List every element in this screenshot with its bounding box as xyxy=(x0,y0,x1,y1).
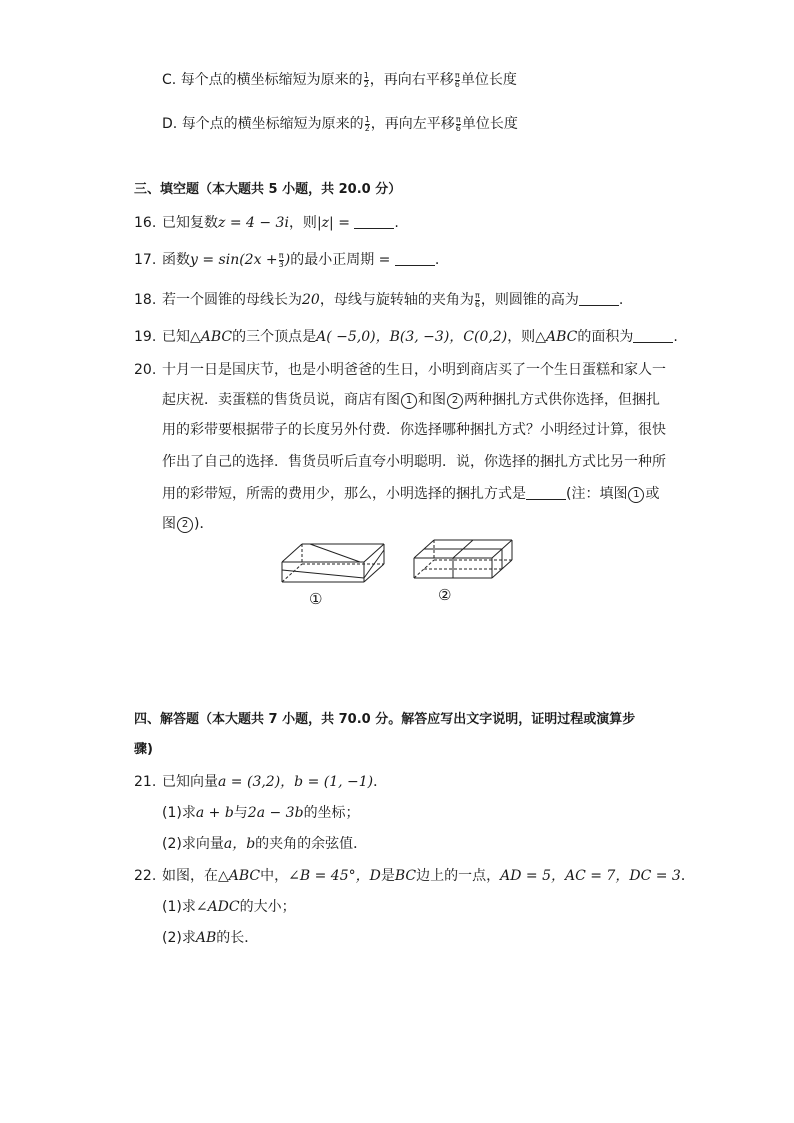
section-title-answer-cont: 骤) xyxy=(134,742,153,757)
question-17: 函数y = sin(2x + $\frac{\pi}{3}$ )的最小正周期 = . xyxy=(162,250,440,269)
answer-blank[interactable] xyxy=(633,328,673,343)
question-number: 19. xyxy=(134,329,157,345)
circled-number: 2 xyxy=(447,393,463,409)
question-20-line-6: 图 2 )． xyxy=(162,516,214,532)
fraction: $\frac{1}{2}$ xyxy=(363,70,369,89)
section-title-answer: 四、解答题（本大题共 7 小题，共 70.0 分。解答应写出文字说明，证明过程或演算步 xyxy=(134,712,636,727)
question-22-part-2: (2)求AB的长． xyxy=(162,930,259,946)
question-number: 17. xyxy=(134,252,157,268)
option-text: 每个点的横坐标缩短为原来的 xyxy=(181,116,364,132)
circled-number: 1 xyxy=(628,487,644,503)
option-label: D. xyxy=(162,116,178,132)
question-22: 如图，在△ABC中，∠B = 45°，D是BC边上的一点，AD = 5，AC = 7，DC = 3． xyxy=(162,868,695,884)
circled-number: 2 xyxy=(177,517,193,533)
fraction: $\frac{\pi}{6}$ xyxy=(454,70,460,89)
question-20-line-2: 起庆祝．卖蛋糕的售货员说，商店有图 1 和图 2 两种捆扎方式供你选择，但捆扎 xyxy=(162,392,660,408)
option-text: 每个点的横坐标缩短为原来的 xyxy=(180,72,363,88)
fraction: $\frac{\pi}{6}$ xyxy=(474,290,480,309)
answer-blank[interactable] xyxy=(354,214,394,229)
question-16: 已知复数z = 4 − 3i，则|z| = . xyxy=(162,215,399,231)
answer-blank[interactable] xyxy=(395,251,435,266)
question-20-line-1: 十月一日是国庆节，也是小明爸爸的生日，小明到商店买了一个生日蛋糕和家人一 xyxy=(162,362,666,378)
fraction: $\frac{\pi}{6}$ xyxy=(455,114,461,133)
question-20-line-5: 用的彩带短，所需的费用少，那么，小明选择的捆扎方式是 (注：填图 1 或 xyxy=(162,486,660,502)
option-c: C. 每个点的横坐标缩短为原来的 $\frac{1}{2}$ ，再向右平移 $\frac{\pi}{6}$ 单位长度 xyxy=(162,70,517,89)
question-22-part-1: (1)求∠ADC的大小； xyxy=(162,899,296,915)
figure-2-label: ② xyxy=(438,586,452,604)
question-20-line-4: 作出了自己的选择．售货员听后直夸小明聪明．说，你选择的捆扎方式比另一种所 xyxy=(162,454,666,470)
circled-number: 1 xyxy=(401,393,417,409)
question-number: 22. xyxy=(134,868,157,884)
question-21-part-1: (1)求a + b与2a − 3b的坐标； xyxy=(162,805,360,821)
question-number: 21. xyxy=(134,774,157,790)
option-label: C. xyxy=(162,72,177,88)
question-19: 已知△ABC的三个顶点是A( −5,0)，B(3, −3)，C(0,2)，则△ABC的面积为 . xyxy=(162,329,678,345)
question-number: 18. xyxy=(134,292,157,308)
question-18: 若一个圆锥的母线长为20，母线与旋转轴的夹角为 $\frac{\pi}{6}$ ，则圆锥的高为 . xyxy=(162,290,624,309)
answer-blank[interactable] xyxy=(579,291,619,306)
question-21-part-2: (2)求向量a，b的夹角的余弦值． xyxy=(162,836,368,852)
question-number: 16. xyxy=(134,215,157,231)
section-title-fill-blank: 三、填空题（本大题共 5 小题，共 20.0 分） xyxy=(134,182,402,197)
box-figure-diagonal xyxy=(280,540,390,590)
fraction: $\frac{1}{2}$ xyxy=(364,114,370,133)
question-20-line-3: 用的彩带要根据带子的长度另外付费．你选择哪种捆扎方式？小明经过计算，很快 xyxy=(162,422,666,438)
box-figure-cross xyxy=(412,536,516,582)
figure-1-label: ① xyxy=(309,590,323,608)
option-d: D. 每个点的横坐标缩短为原来的 $\frac{1}{2}$ ，再向左平移 $\frac{\pi}{6}$ 单位长度 xyxy=(162,114,518,133)
fraction: $\frac{\pi}{3}$ xyxy=(278,250,284,269)
question-number: 20. xyxy=(134,362,157,378)
question-21: 已知向量a = (3,2)，b = (1, −1)． xyxy=(162,774,388,790)
answer-blank[interactable] xyxy=(526,485,566,500)
